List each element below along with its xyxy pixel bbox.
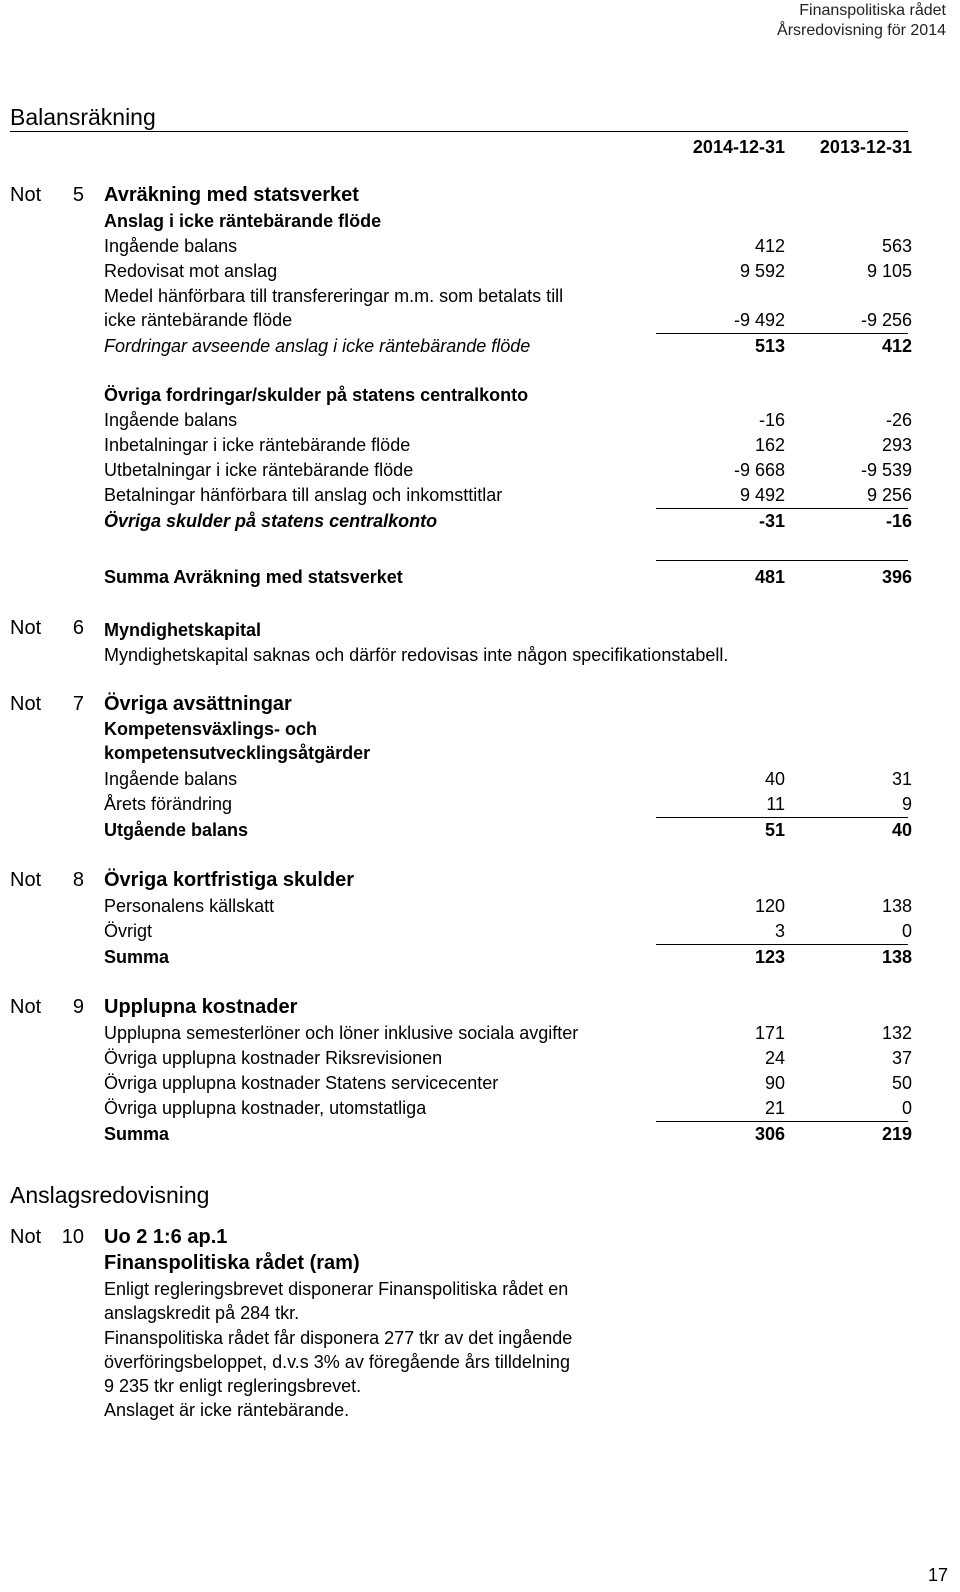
not-number: 10 [61,1226,84,1248]
subtotal-value-2014: 513 [754,336,785,356]
row-value-2013: 293 [881,435,912,455]
not-number: 5 [72,184,84,206]
note-text: Anslaget är icke räntebärande. [104,1400,350,1420]
section-title-anslagsredovisning: Anslagsredovisning [10,1182,210,1208]
row-value-2014: 9 592 [739,261,785,281]
row-value-2014: 21 [764,1098,785,1118]
row-label: Ingående balans [104,236,238,256]
subtotal-value-2014: -31 [758,511,785,531]
not-number: 6 [72,617,84,639]
row-label: icke räntebärande flöde [104,310,293,330]
row-value-2013: -9 256 [860,310,912,330]
row-value-2014: -16 [758,410,785,430]
subtotal-value-2013: -16 [885,511,912,531]
note-text: Enligt regleringsbrevet disponerar Finanspolitiska rådet en [104,1279,569,1299]
total-value-2013: 219 [881,1124,912,1144]
not-label: Not [10,869,42,891]
not-label: Not [10,693,42,715]
not-label: Not [10,617,42,639]
note-title: Övriga kortfristiga skulder [104,869,355,891]
row-label: Övrigt [104,921,153,941]
row-value-2014: -9 668 [733,460,785,480]
row-label: Ingående balans [104,769,238,789]
column-header-2013: 2013-12-31 [819,137,912,157]
subsection-title: Kompetensväxlings- och [104,719,318,739]
row-value-2014: 171 [754,1023,785,1043]
row-label: Övriga upplupna kostnader Statens servicecenter [104,1073,499,1093]
note-title: Övriga avsättningar [104,693,292,715]
not-label: Not [10,996,42,1018]
note-title: Avräkning med statsverket [104,184,359,206]
header-org: Finanspolitiska rådet [799,2,946,19]
row-label: Ingående balans [104,410,238,430]
note-title: Myndighetskapital [104,620,262,640]
row-label: Upplupna semesterlöner och löner inklusive sociala avgifter [104,1023,579,1043]
not-label: Not [10,1226,42,1248]
note-title: Uo 2 1:6 ap.1 [104,1226,228,1248]
row-value-2014: 90 [764,1073,785,1093]
row-value-2014: 24 [764,1048,785,1068]
sum-rule [656,508,908,509]
row-value-2014: 11 [766,794,785,814]
row-label: Personalens källskatt [104,896,275,916]
sum-rule [656,944,908,945]
total-value-2014: 51 [764,820,785,840]
total-label: Summa [104,1124,170,1144]
subsection-title: Anslag i icke räntebärande flöde [104,211,382,231]
total-label: Utgående balans [104,820,249,840]
sum-rule [656,1121,908,1122]
row-value-2013: 31 [891,769,912,789]
row-label: Årets förändring [104,794,233,814]
total-value-2014: 481 [754,567,785,587]
row-label: Övriga upplupna kostnader Riksrevisionen [104,1048,443,1068]
total-label: Summa Avräkning med statsverket [104,567,403,587]
row-value-2014: 3 [774,921,785,941]
note-text: 9 235 tkr enligt regleringsbrevet. [104,1376,362,1396]
row-value-2013: 9 105 [866,261,912,281]
row-label: Medel hänförbara till transfereringar m.m. som betalats till [104,286,564,306]
row-value-2014: -9 492 [733,310,785,330]
row-value-2014: 162 [754,435,785,455]
row-label: Redovisat mot anslag [104,261,278,281]
total-value-2014: 123 [754,947,785,967]
note-title: Upplupna kostnader [104,996,298,1018]
sum-rule [656,817,908,818]
header-report: Årsredovisning för 2014 [777,22,946,39]
not-number: 8 [72,869,84,891]
total-value-2014: 306 [754,1124,785,1144]
note-text: överföringsbeloppet, d.v.s 3% av föregående års tilldelning [104,1352,570,1372]
row-value-2014: 9 492 [739,485,785,505]
row-label: Utbetalningar i icke räntebärande flöde [104,460,414,480]
column-header-2014: 2014-12-31 [692,137,785,157]
total-value-2013: 138 [881,947,912,967]
total-value-2013: 40 [891,820,912,840]
note-text: anslagskredit på 284 tkr. [104,1303,300,1323]
row-value-2014: 120 [754,896,785,916]
row-label: Inbetalningar i icke räntebärande flöde [104,435,411,455]
row-label: Betalningar hänförbara till anslag och inkomsttitlar [104,485,503,505]
row-value-2013: -9 539 [860,460,912,480]
subsection-title: Finanspolitiska rådet (ram) [104,1252,360,1274]
sum-rule [656,333,908,334]
row-value-2013: 138 [881,896,912,916]
not-label: Not [10,184,42,206]
subsection-title: kompetensutvecklingsåtgärder [104,743,371,763]
not-number: 9 [72,996,84,1018]
row-value-2013: 132 [881,1023,912,1043]
not-number: 7 [72,693,84,715]
row-value-2013: 37 [891,1048,912,1068]
subtotal-label: Fordringar avseende anslag i icke räntebärande flöde [104,336,531,356]
subtotal-label: Övriga skulder på statens centralkonto [104,511,438,531]
row-value-2013: 0 [901,1098,912,1118]
note-text: Finanspolitiska rådet får disponera 277 tkr av det ingående [104,1328,573,1348]
total-value-2013: 396 [881,567,912,587]
subsection-title: Övriga fordringar/skulder på statens centralkonto [104,385,529,405]
title-rule [10,131,908,132]
subtotal-value-2013: 412 [881,336,912,356]
note-text: Myndighetskapital saknas och därför redovisas inte någon specifikationstabell. [104,645,729,665]
row-value-2013: 563 [881,236,912,256]
row-value-2013: 9 [901,794,912,814]
row-value-2013: -26 [885,410,912,430]
row-label: Övriga upplupna kostnader, utomstatliga [104,1098,427,1118]
row-value-2013: 9 256 [866,485,912,505]
section-title-balansrakning: Balansräkning [10,104,156,130]
row-value-2013: 50 [891,1073,912,1093]
page-number: 17 [927,1565,948,1585]
row-value-2014: 40 [764,769,785,789]
row-value-2013: 0 [901,921,912,941]
sum-rule [656,560,908,561]
row-value-2014: 412 [754,236,785,256]
total-label: Summa [104,947,170,967]
